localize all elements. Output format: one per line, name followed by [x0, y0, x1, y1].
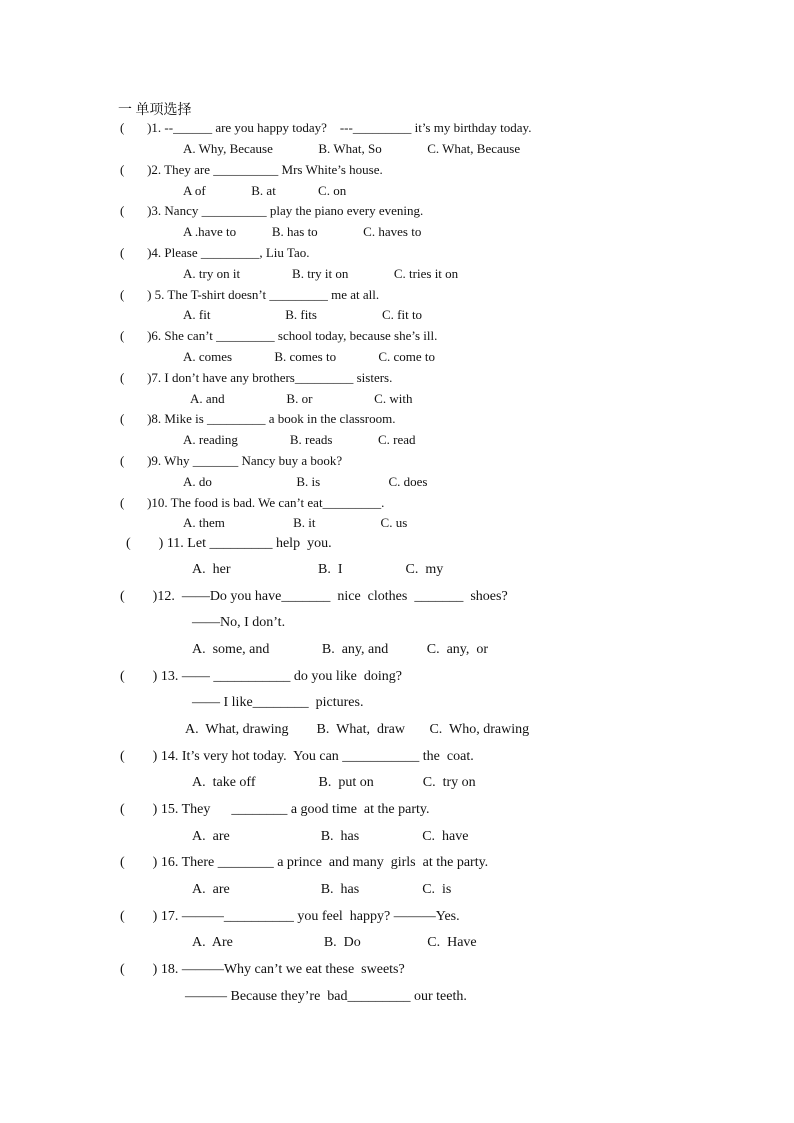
options-11: A. her B. I C. my: [192, 562, 444, 577]
answer-12: ——No, I don’t.: [192, 615, 286, 630]
options-3: A .have to B. has to C. haves to: [183, 224, 422, 239]
question-9: ( )9. Why _______ Nancy buy a book?: [120, 453, 343, 468]
options-9: A. do B. is C. does: [183, 474, 428, 489]
question-13: ( ) 13. —— ___________ do you like doing?: [120, 669, 402, 684]
answer-13: —— I like________ pictures.: [192, 695, 364, 710]
question-10: ( )10. The food is bad. We can’t eat_________.: [120, 495, 385, 510]
question-8: ( )8. Mike is _________ a book in the classroom.: [120, 411, 396, 426]
question-2: ( )2. They are __________ Mrs White’s house.: [120, 162, 383, 177]
options-12: A. some, and B. any, and C. any, or: [192, 642, 489, 657]
options-1: A. Why, Because B. What, So C. What, Because: [183, 141, 521, 156]
question-15: ( ) 15. They ________ a good time at the party.: [120, 802, 430, 817]
question-17: ( ) 17. ———__________ you feel happy? ———Yes.: [120, 909, 460, 924]
options-7: A. and B. or C. with: [190, 391, 413, 406]
answer-18: ——— Because they’re bad_________ our teeth.: [185, 989, 467, 1004]
question-3: ( )3. Nancy __________ play the piano every evening.: [120, 203, 424, 218]
options-15: A. are B. has C. have: [192, 829, 469, 844]
question-5: ( ) 5. The T-shirt doesn’t _________ me at all.: [120, 287, 380, 302]
options-17: A. Are B. Do C. Have: [192, 935, 477, 950]
options-14: A. take off B. put on C. try on: [192, 775, 476, 790]
options-2: A of B. at C. on: [183, 183, 347, 198]
question-16: ( ) 16. There ________ a prince and many girls at the party.: [120, 855, 489, 870]
options-8: A. reading B. reads C. read: [183, 432, 416, 447]
options-5: A. fit B. fits C. fit to: [183, 307, 423, 322]
question-14: ( ) 14. It’s very hot today. You can ___________ the coat.: [120, 749, 474, 764]
options-13: A. What, drawing B. What, draw C. Who, drawing: [185, 722, 530, 737]
options-6: A. comes B. comes to C. come to: [183, 349, 436, 364]
question-12: ( )12. ——Do you have_______ nice clothes _______ shoes?: [120, 589, 508, 604]
section-title: 一 单项选择: [118, 103, 192, 118]
options-10: A. them B. it C. us: [183, 515, 408, 530]
question-11: ( ) 11. Let _________ help you.: [126, 536, 332, 551]
options-4: A. try on it B. try it on C. tries it on: [183, 266, 459, 281]
question-4: ( )4. Please _________, Liu Tao.: [120, 245, 310, 260]
options-16: A. are B. has C. is: [192, 882, 452, 897]
question-1: ( )1. --______ are you happy today? ---_________ it’s my birthday today.: [120, 120, 532, 135]
question-18: ( ) 18. ———Why can’t we eat these sweets?: [120, 962, 405, 977]
question-7: ( )7. I don’t have any brothers_________ sisters.: [120, 370, 393, 385]
question-6: ( )6. She can’t _________ school today, because she’s ill.: [120, 328, 438, 343]
